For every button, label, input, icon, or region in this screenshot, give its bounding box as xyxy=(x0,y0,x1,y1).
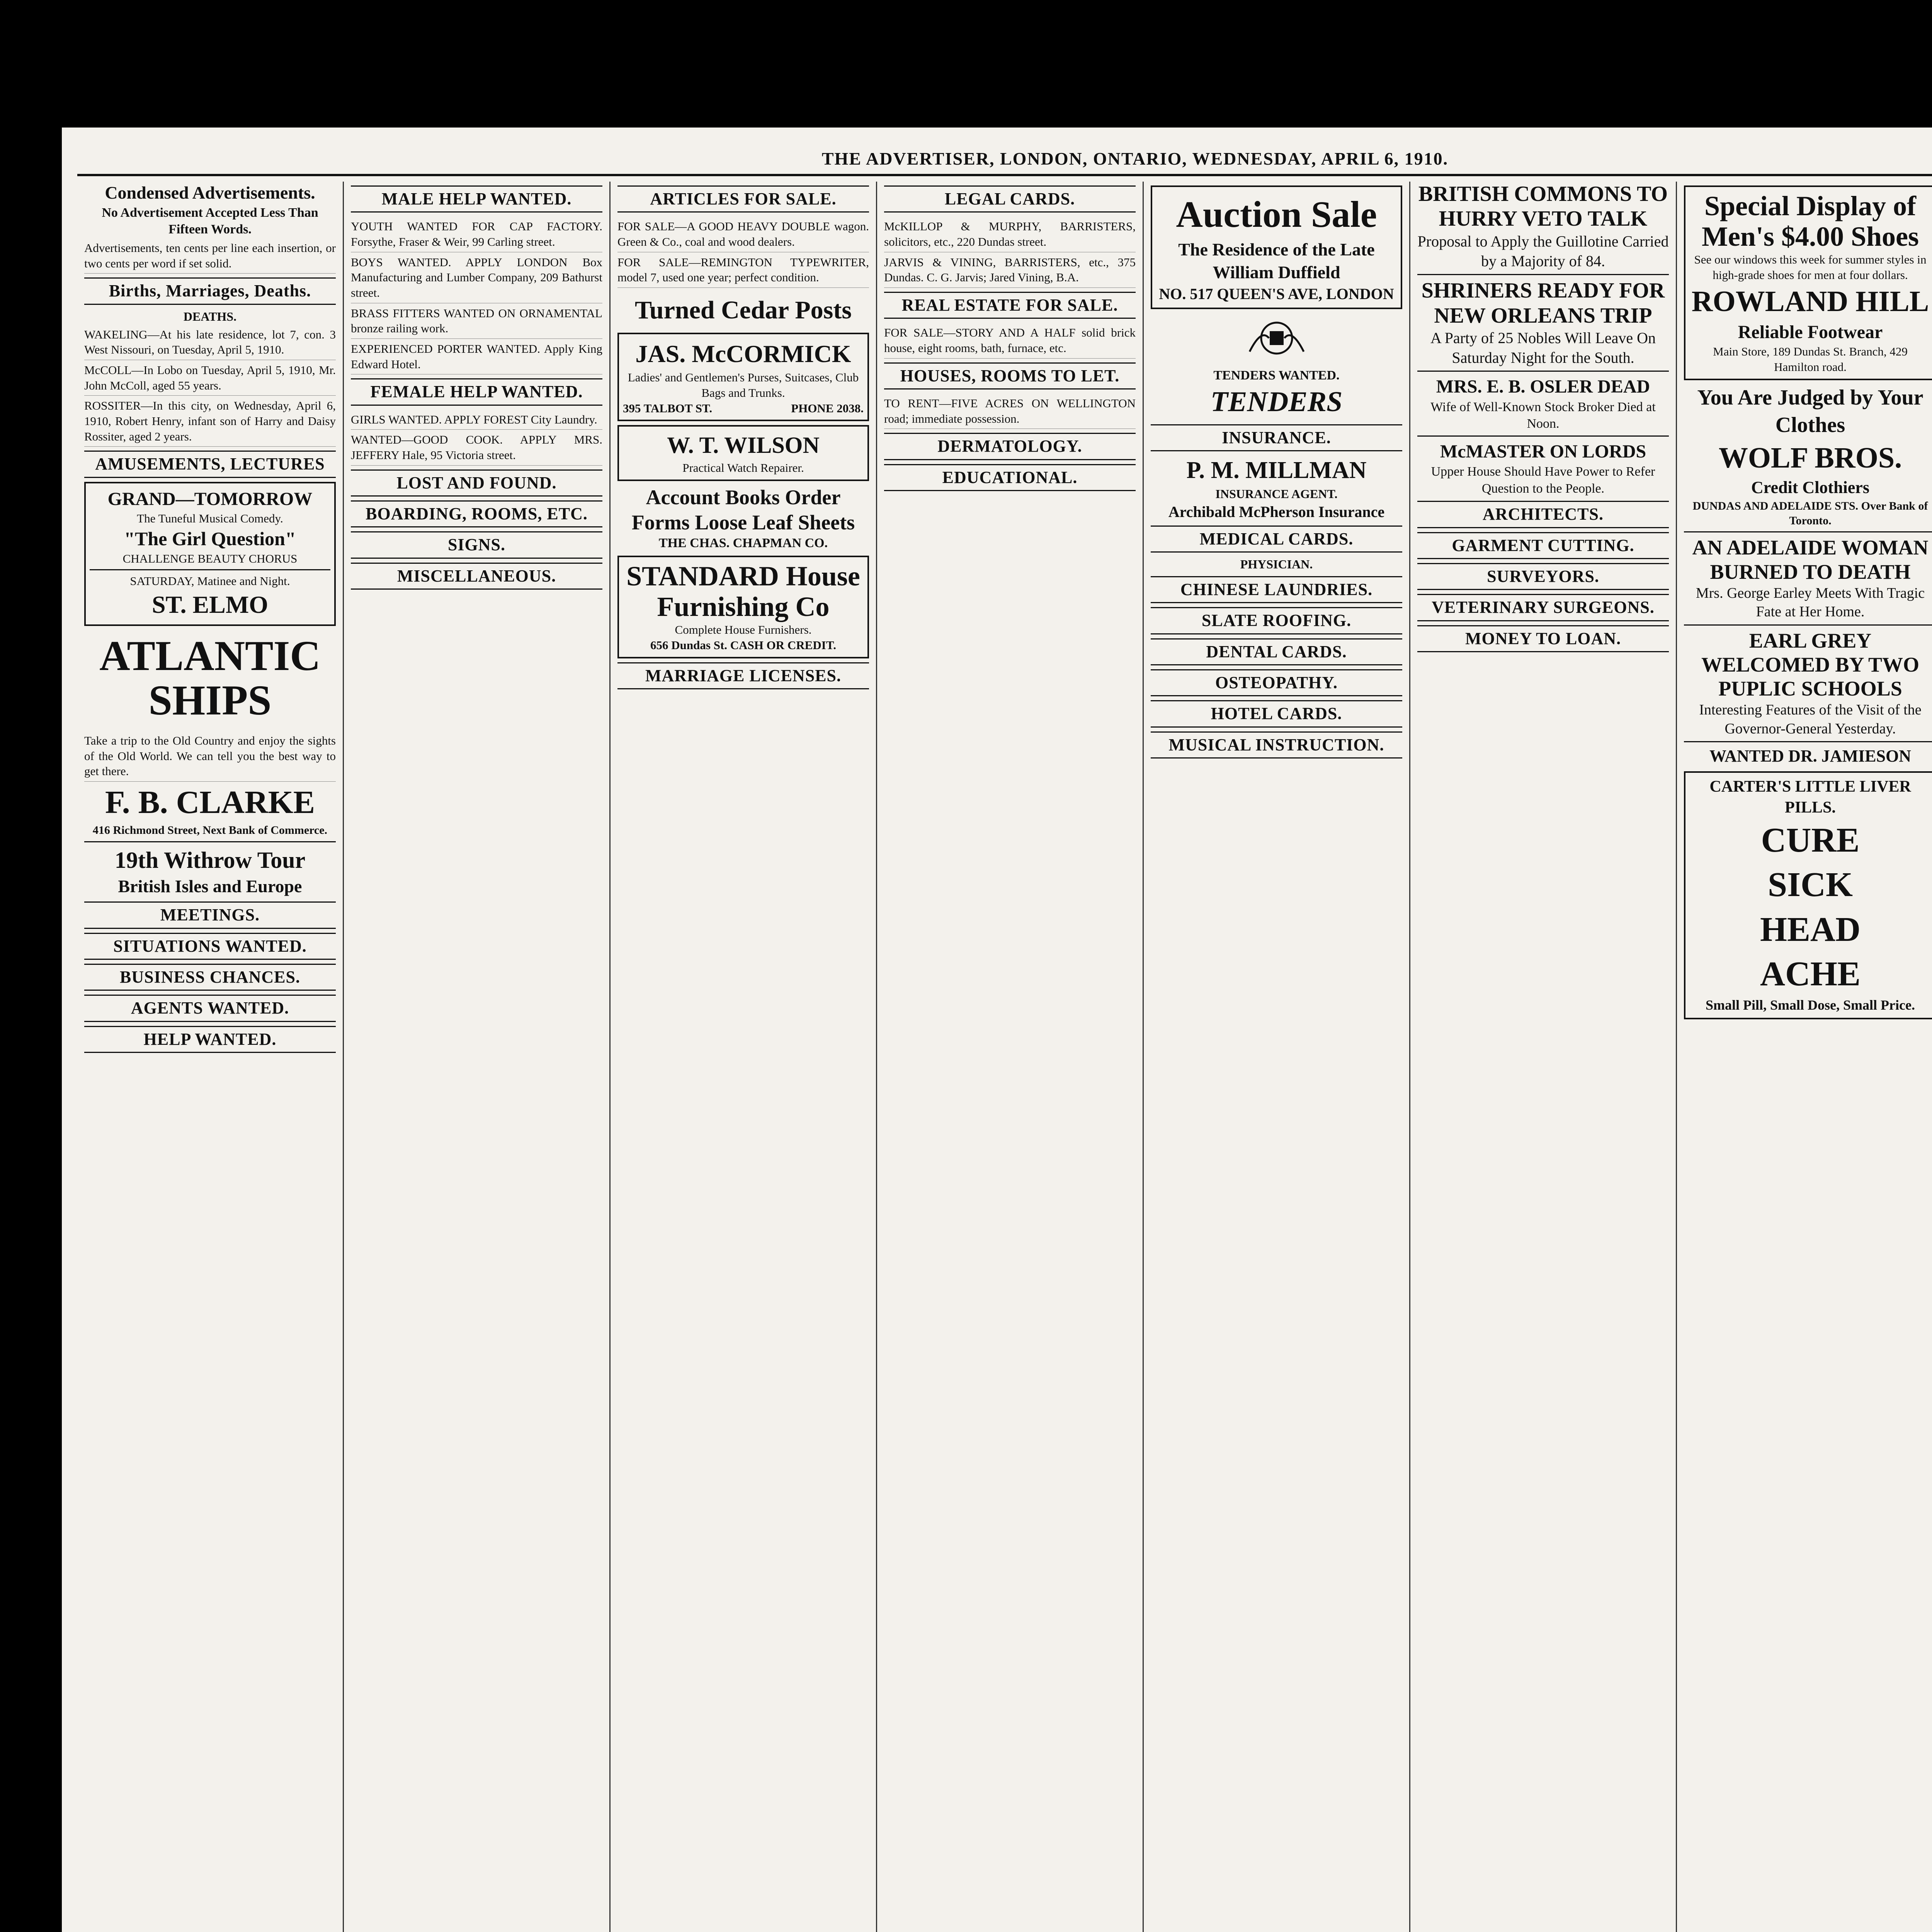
classified-ad: WANTED—GOOD COOK. APPLY MRS. JEFFERY Hale, 95 Victoria street. xyxy=(351,430,602,465)
mcpherson-title: Archibald McPherson Insurance xyxy=(1168,503,1385,520)
grand-music: The Tuneful Musical Comedy. xyxy=(137,511,283,525)
section-misc: MISCELLANEOUS. xyxy=(351,563,602,590)
elmo-when: SATURDAY, Matinee and Night. xyxy=(130,574,290,588)
turned-cedar-posts: Turned Cedar Posts xyxy=(634,296,852,324)
wilson-sub: Practical Watch Repairer. xyxy=(682,461,804,475)
grand-sub: CHALLENGE BEAUTY CHORUS xyxy=(122,551,298,565)
elmo-title: ST. ELMO xyxy=(151,590,269,618)
clarke-name: F. B. CLARKE xyxy=(105,784,315,820)
masthead-line: THE ADVERTISER, LONDON, ONTARIO, WEDNESDAY, APRIL 6, 1910. xyxy=(821,148,1449,168)
lords-headline: McMASTER ON LORDS xyxy=(1440,441,1646,462)
account-books: Account Books Order Forms Loose Leaf Sheets xyxy=(631,485,855,534)
grand-show: "The Girl Question" xyxy=(124,527,296,549)
withrow-sub: British Isles and Europe xyxy=(118,876,302,896)
section-lost-found: LOST AND FOUND. xyxy=(351,469,602,497)
grand-ad xyxy=(84,482,336,626)
classified-ad: EXPERIENCED PORTER WANTED. Apply King Edward Hotel. xyxy=(351,339,602,374)
section-boarding: BOARDING, ROOMS, ETC. xyxy=(351,500,602,527)
classified-ad: BOYS WANTED. APPLY LONDON Box Manufacturing and Lumber Company, 209 Bathurst street. xyxy=(351,252,602,303)
cure-word: CURE xyxy=(1761,821,1860,860)
mccormick-sub: Ladies' and Gentlemen's Purses, Suitcases, Club Bags and Trunks. xyxy=(628,371,859,400)
clarke-address: 416 Richmond Street, Next Bank of Commerce. xyxy=(92,824,328,837)
special-body: See our windows this week for summer styles in high-grade shoes for men at four dollars. xyxy=(1694,253,1927,282)
deaths-heading: DEATHS. xyxy=(183,309,237,323)
section-legal: LEGAL CARDS. xyxy=(884,185,1136,213)
death-notice: ROSSITER—In this city, on Wednesday, April 6, 1910, Robert Henry, infant son of Harry and Daisy Rossiter, aged 2 years. xyxy=(84,396,336,447)
judged-title: You Are Judged by Your Clothes xyxy=(1697,385,1923,437)
section-dental: DENTAL CARDS. xyxy=(1151,638,1402,665)
british-headline: BRITISH COMMONS TO HURRY VETO TALK xyxy=(1418,182,1668,231)
atlantic-body: Take a trip to the Old Country and enjoy the sights of the Old World. We can tell you the best way to get there. xyxy=(84,731,336,782)
grey-headline: EARL GREY WELCOMED BY TWO PUPLIC SCHOOLS xyxy=(1701,629,1920,701)
atlantic-ships: ATLANTIC SHIPS xyxy=(99,632,321,724)
mccormick-address: 395 TALBOT ST. xyxy=(623,401,713,415)
tenders-wanted: TENDERS WANTED. xyxy=(1213,368,1340,383)
adelaide-sub: Mrs. George Earley Meets With Tragic Fate at Her Home. xyxy=(1696,585,1925,620)
wilson-ad xyxy=(617,425,869,481)
column-7 xyxy=(1677,182,1932,1932)
small-pill-line: Small Pill, Small Dose, Small Price. xyxy=(1706,997,1915,1013)
auction-sub: The Residence of the Late William Duffield xyxy=(1178,239,1375,282)
auction-title: Auction Sale xyxy=(1176,194,1377,235)
british-sub: Proposal to Apply the Guillotine Carried by a Majority of 84. xyxy=(1417,232,1669,270)
death-notice: McCOLL—In Lobo on Tuesday, April 5, 1910, Mr. John McColl, aged 55 years. xyxy=(84,360,336,396)
section-osteopathy: OSTEOPATHY. xyxy=(1151,669,1402,696)
column-6 xyxy=(1410,182,1677,1932)
section-dermatology: DERMATOLOGY. xyxy=(884,433,1136,460)
column-4 xyxy=(877,182,1144,1932)
section-veterinary: VETERINARY SURGEONS. xyxy=(1417,594,1669,621)
condensed-ads-title: Condensed Advertisements. xyxy=(105,183,315,202)
classified-ad: FOR SALE—REMINGTON TYPEWRITER, model 7, used one year; perfect condition. xyxy=(617,252,869,288)
section-meetings: MEETINGS. xyxy=(84,901,336,929)
shriners-headline: SHRINERS READY FOR NEW ORLEANS TRIP xyxy=(1421,279,1665,328)
legal-card: JARVIS & VINING, BARRISTERS, etc., 375 Dundas. C. G. Jarvis; Jared Vining, B.A. xyxy=(884,252,1136,288)
ache-word: ACHE xyxy=(1760,954,1861,993)
section-real-estate: REAL ESTATE FOR SALE. xyxy=(884,292,1136,319)
rate-note: Advertisements, ten cents per line each insertion, or two cents per word if set solid. xyxy=(84,238,336,274)
millman-sub: INSURANCE AGENT. xyxy=(1215,486,1338,501)
section-signs: SIGNS. xyxy=(351,531,602,558)
carters-ad xyxy=(1684,771,1932,1019)
chapman: THE CHAS. CHAPMAN CO. xyxy=(658,536,828,551)
standard-address: 656 Dundas St. CASH OR CREDIT. xyxy=(650,638,836,652)
section-musical: MUSICAL INSTRUCTION. xyxy=(1151,731,1402,759)
section-architects: ARCHITECTS. xyxy=(1417,501,1669,528)
section-hotel: HOTEL CARDS. xyxy=(1151,700,1402,727)
adelaide-headline: AN ADELAIDE WOMAN BURNED TO DEATH xyxy=(1692,536,1929,583)
section-surveyors: SURVEYORS. xyxy=(1417,563,1669,590)
lords-sub: Upper House Should Have Power to Refer Question to the People. xyxy=(1431,464,1655,496)
column-3 xyxy=(611,182,877,1932)
wilson-title: W. T. WILSON xyxy=(667,432,820,458)
section-marriage: MARRIAGE LICENSES. xyxy=(617,662,869,689)
special-title: Special Display of Men's $4.00 Shoes xyxy=(1701,190,1919,252)
death-notice: WAKELING—At his late residence, lot 7, con. 3 West Nissouri, on Tuesday, April 5, 1910. xyxy=(84,325,336,360)
section-male-help: MALE HELP WANTED. xyxy=(351,185,602,213)
sick-word: SICK xyxy=(1767,866,1853,904)
section-chinese: CHINESE LAUNDRIES. xyxy=(1151,576,1402,603)
jamieson-headline: WANTED DR. JAMIESON xyxy=(1709,747,1911,766)
section-female-help: FEMALE HELP WANTED. xyxy=(351,378,602,405)
mccormick-ad xyxy=(617,333,869,421)
osler-sub: Wife of Well-Known Stock Broker Died at Noon. xyxy=(1430,400,1656,431)
grey-sub: Interesting Features of the Visit of the Governor-General Yesterday. xyxy=(1699,702,1922,737)
section-amusements: AMUSEMENTS, LECTURES xyxy=(84,451,336,478)
section-insurance: INSURANCE. xyxy=(1151,424,1402,451)
mccormick-title: JAS. McCORMICK xyxy=(635,340,851,368)
auction-ad xyxy=(1151,185,1402,309)
page-header xyxy=(77,143,1932,176)
section-garment: GARMENT CUTTING. xyxy=(1417,532,1669,559)
standard-title: STANDARD House Furnishing Co xyxy=(626,560,860,622)
withrow-title: 19th Withrow Tour xyxy=(114,847,306,873)
section-bmd: Births, Marriages, Deaths. xyxy=(84,277,336,304)
wolf-sub: Credit Clothiers xyxy=(1751,478,1869,497)
special-display-ad xyxy=(1684,185,1932,380)
classified-ad: BRASS FITTERS WANTED ON ORNAMENTAL bronze railing work. xyxy=(351,303,602,339)
classified-ad: TO RENT—FIVE ACRES ON WELLINGTON road; immediate possession. xyxy=(884,393,1136,429)
section-business: BUSINESS CHANCES. xyxy=(84,964,336,991)
section-slate: SLATE ROOFING. xyxy=(1151,607,1402,634)
column-2 xyxy=(344,182,611,1932)
physician-heading: PHYSICIAN. xyxy=(1240,557,1313,571)
classified-ad: YOUTH WANTED FOR CAP FACTORY. Forsythe, Fraser & Weir, 99 Carling street. xyxy=(351,216,602,252)
grand-title: GRAND—TOMORROW xyxy=(107,488,313,509)
section-money: MONEY TO LOAN. xyxy=(1417,625,1669,652)
classified-ad: GIRLS WANTED. APPLY FOREST City Laundry. xyxy=(351,410,602,430)
auction-address: NO. 517 QUEEN'S AVE, LONDON xyxy=(1159,285,1394,303)
section-help: HELP WANTED. xyxy=(84,1026,336,1053)
standard-sub: Complete House Furnishers. xyxy=(675,623,812,637)
royal-arms-icon xyxy=(1242,313,1311,363)
rowland-title: ROWLAND HILL xyxy=(1691,285,1929,318)
classified-ad: FOR SALE—STORY AND A HALF solid brick house, eight rooms, bath, furnace, etc. xyxy=(884,323,1136,358)
section-medical: MEDICAL CARDS. xyxy=(1151,526,1402,553)
section-houses: HOUSES, ROOMS TO LET. xyxy=(884,362,1136,389)
column-5 xyxy=(1144,182,1410,1932)
notice: No Advertisement Accepted Less Than Fifteen Words. xyxy=(102,205,318,237)
newspaper-page xyxy=(62,128,1932,1932)
rowland-address: Main Store, 189 Dundas St. Branch, 429 Hamilton road. xyxy=(1713,345,1908,374)
mccormick-phone: PHONE 2038. xyxy=(791,401,864,415)
tenders-title: TENDERS xyxy=(1210,386,1343,418)
section-situations: SITUATIONS WANTED. xyxy=(84,933,336,960)
legal-card: McKILLOP & MURPHY, BARRISTERS, solicitors, etc., 220 Dundas street. xyxy=(884,216,1136,252)
classified-ad: FOR SALE—A GOOD HEAVY DOUBLE wagon. Green & Co., coal and wood dealers. xyxy=(617,216,869,252)
standard-ad xyxy=(617,556,869,658)
wolf-title: WOLF BROS. xyxy=(1718,442,1902,474)
millman-title: P. M. MILLMAN xyxy=(1186,457,1367,484)
head-word: HEAD xyxy=(1760,910,1861,949)
osler-headline: MRS. E. B. OSLER DEAD xyxy=(1436,376,1650,397)
column-1 xyxy=(77,182,344,1932)
section-educational: EDUCATIONAL. xyxy=(884,464,1136,491)
wolf-address: DUNDAS AND ADELAIDE STS. Over Bank of Toronto. xyxy=(1692,499,1928,527)
section-articles: ARTICLES FOR SALE. xyxy=(617,185,869,213)
shriners-sub: A Party of 25 Nobles Will Leave On Saturday Night for the South. xyxy=(1430,329,1656,367)
rowland-sub: Reliable Footwear xyxy=(1738,321,1883,342)
section-agents: AGENTS WANTED. xyxy=(84,995,336,1022)
carters-title: CARTER'S LITTLE LIVER PILLS. xyxy=(1709,777,1911,816)
